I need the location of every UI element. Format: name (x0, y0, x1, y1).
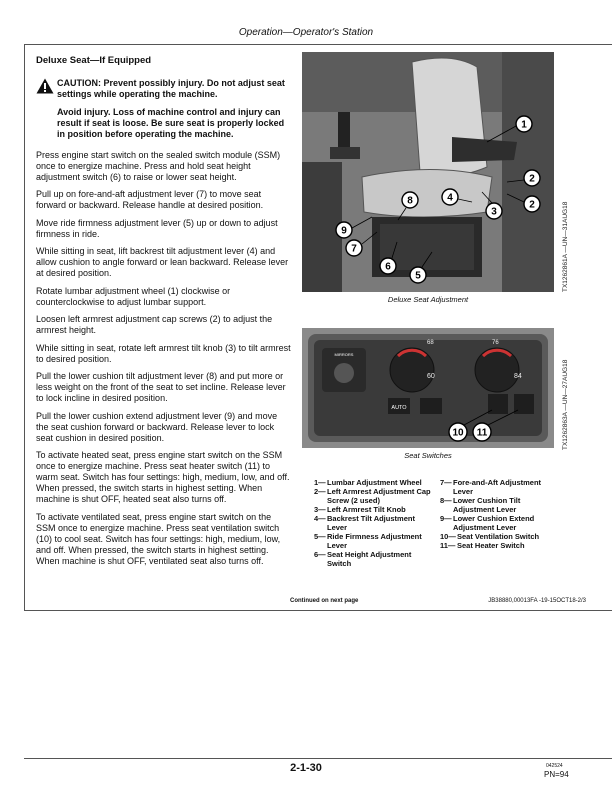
section-title: Deluxe Seat—If Equipped (36, 55, 152, 66)
temp-left: 60 (427, 373, 435, 380)
auto-label: AUTO (391, 405, 407, 411)
deluxe-seat-photo (302, 52, 554, 292)
svg-text:3: 3 (491, 206, 497, 218)
legend-right-column (440, 478, 558, 550)
legend-item: 11— Seat Heater Switch (440, 541, 525, 550)
legend-left-column (314, 478, 434, 568)
svg-text:8: 8 (407, 195, 413, 207)
figure2-side-label: TX1262863A —UN—27AUG18 (562, 359, 569, 450)
reference-code: JB38880,00013FA -19-15OCT18-2/3 (488, 598, 586, 604)
frame-bottom-rule (24, 610, 612, 611)
page-header: Operation—Operator's Station (238, 27, 374, 38)
temp-left-top: 68 (427, 340, 434, 346)
legend-item: 10— Seat Ventilation Switch (440, 532, 540, 541)
figure1-caption: Deluxe Seat Adjustment (387, 295, 469, 304)
avoid-injury-text: Avoid injury. Loss of machine control and injury can result if seat is loose. Be sure seat is properly locked in position before operating the machine. (57, 106, 285, 139)
temp-right-top: 76 (492, 340, 499, 346)
svg-text:1: 1 (521, 119, 527, 131)
svg-text:2: 2 (529, 173, 535, 185)
legend-item: 9— Lower Cushion Extend Adjustment Lever (440, 514, 535, 532)
svg-text:6: 6 (385, 261, 391, 273)
legend-item: 4— Backrest Tilt Adjustment Lever (314, 514, 415, 532)
page-number: 2-1-30 (290, 762, 322, 774)
continued-note: Continued on next page (290, 598, 359, 604)
temp-right: 84 (514, 373, 522, 380)
caution-block (36, 78, 292, 100)
figure2-caption: Seat Switches (404, 451, 452, 460)
paragraph: Pull the lower cushion extend adjustment lever (9) and move the seat cushion forward or backward. Release lever to lock seat cushion in desired position. (36, 410, 278, 443)
svg-text:2: 2 (529, 199, 535, 211)
section-body (36, 55, 292, 573)
seat-switches-photo (302, 328, 554, 448)
svg-text:5: 5 (415, 270, 421, 282)
page-footer-rule (24, 758, 612, 759)
svg-text:7: 7 (351, 243, 357, 255)
paragraph: While sitting in seat, lift backrest tilt adjustment lever (4) and allow cushion to angle forward or lean backward. Release lever at desired position. (36, 246, 289, 278)
paragraph: Rotate lumbar adjustment wheel (1) clockwise or counterclockwise to adjust lumbar support. (36, 285, 231, 307)
legend-item: 5— Ride Firmness Adjustment Lever (314, 532, 422, 550)
legend-item: 3— Left Armrest Tilt Knob (314, 505, 406, 514)
header-rule (24, 44, 612, 45)
svg-text:10: 10 (452, 427, 464, 439)
legend-item: 8— Lower Cushion Tilt Adjustment Lever (440, 496, 521, 514)
small-code: 042524 (546, 763, 563, 769)
legend-item: 6— Seat Height Adjustment Switch (314, 550, 412, 568)
figure1-side-label: TX1262861A —UN—31AUG18 (562, 201, 569, 292)
frame-left-rule (24, 44, 25, 610)
warning-triangle-icon (36, 78, 54, 94)
legend-item: 1— Lumbar Adjustment Wheel (314, 478, 422, 487)
paragraph: While sitting in seat, rotate left armrest tilt knob (3) to tilt armrest to desired position. (36, 342, 291, 364)
paragraph: To activate heated seat, press engine start switch on the SSM once to energize machine. Press seat heater switch (11) to warm seat. Switch has four settings: high, medium, low, and off. When pressed, the switch starts in highest setting. When machine is shut OFF, heated seat also turns off. (36, 450, 290, 504)
svg-text:9: 9 (341, 225, 347, 237)
paragraph: Press engine start switch on the sealed switch module (SSM) once to energize machine. Press and hold seat height adjustment switch (6) to raise or lower seat height. (36, 149, 281, 182)
caution-text: CAUTION: Prevent possibly injury. Do not adjust seat settings while operating the machine. (57, 78, 285, 99)
legend-item: 2— Left Armrest Adjustment Cap Screw (2 used) (314, 487, 431, 505)
paragraph: Pull up on fore-and-aft adjustment lever (7) to move seat forward or backward. Release handle at desired position. (36, 189, 264, 210)
paragraph: Pull the lower cushion tilt adjustment lever (8) and put more or less weight on the front of the seat to set incline. Release lever to lock incline in desired position. (36, 371, 286, 403)
legend-item: 7— Fore-and-Aft Adjustment Lever (440, 478, 542, 496)
svg-text:4: 4 (447, 192, 453, 204)
paragraph: To activate ventilated seat, press engine start switch on the SSM once to energize machine. Press seat ventilation switch (10) to cool seat. Switch has four settings: high, medium, low, and off. When pressed, the switch starts in highest setting. When machine is shut OFF, ventilated seat also turns off. (36, 511, 281, 566)
svg-text:11: 11 (476, 427, 488, 439)
paragraph: Loosen left armrest adjustment cap screws (2) to adjust the armrest height. (36, 314, 273, 335)
mirrors-label: MIRRORS (334, 352, 354, 357)
paragraph: Move ride firmness adjustment lever (5) up or down to adjust firmness in ride. (36, 217, 278, 239)
pn-number: PN=94 (544, 770, 569, 779)
